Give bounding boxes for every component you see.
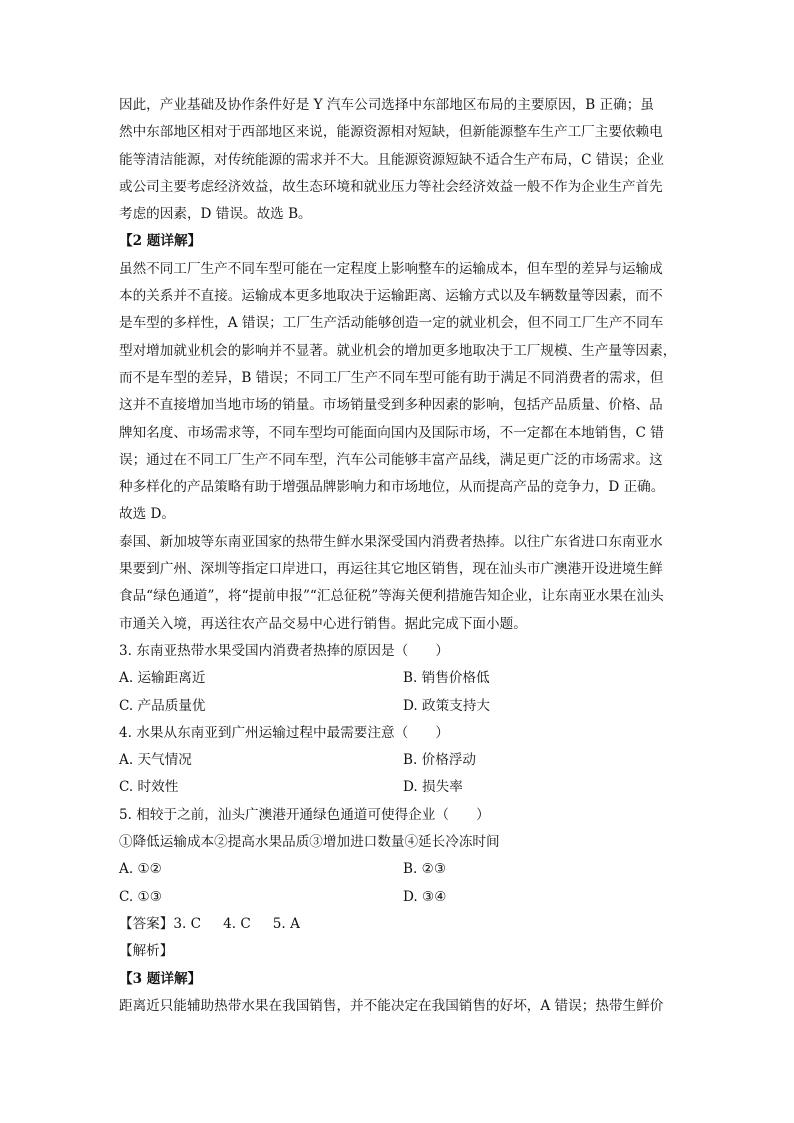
option-c: C. ①③	[119, 888, 162, 905]
option-row	[119, 665, 687, 692]
answer-line	[119, 911, 687, 938]
text-line: 考虑的因素，D 错误。故选 B。	[119, 206, 312, 223]
text-line: 种多样化的产品策略有助于增强品牌影响力和市场地位，从而提高产品的竞争力，D 正确。	[119, 479, 665, 496]
question-stem: 5. 相较于之前，汕头广澳港开通绿色通道可使得企业（ ）	[119, 806, 490, 823]
answer-q3: 3. C	[173, 915, 202, 932]
text-line: 误；通过在不同工厂生产不同车型，汽车公司能够丰富产品线，满足更广泛的市场需求。这	[119, 451, 663, 468]
text-line: 能等清洁能源，对传统能源的需求并不大。且能源资源短缺不适合生产布局，C 错误；企业	[119, 151, 664, 168]
explanation-q1	[119, 92, 687, 228]
text-line: 虽然不同工厂生产不同车型可能在一定程度上影响整车的运输成本，但车型的差异与运输成	[119, 260, 663, 277]
question-4	[119, 720, 687, 802]
option-c: C. 产品质量优	[119, 697, 206, 714]
text-line: 牌知名度、市场需求等，不同车型均可能面向国内及国际市场，不一定都在本地销售，C 错	[119, 424, 664, 441]
text-line: 距离近只能辅助热带水果在我国销售，并不能决定在我国销售的好坏，A 错误；热带生鲜价	[119, 997, 664, 1014]
reading-passage	[119, 529, 687, 638]
option-row	[119, 747, 687, 774]
explanation-q2	[119, 256, 687, 529]
option-d: D. ③④	[403, 888, 447, 905]
option-row	[119, 856, 687, 883]
text-line: 食品“绿色通道”，将“提前申报”“汇总征税”等海关便利措施告知企业，让东南亚水果在汕头	[119, 588, 664, 605]
text-line: 本的关系并不直接。运输成本更多地取决于运输距离、运输方式以及车辆数量等因素，而不	[119, 288, 663, 305]
heading-q3-detail: 【3 题详解】	[119, 970, 202, 987]
option-b: B. 价格浮动	[403, 752, 477, 769]
text-line: 这并不直接增加当地市场的销量。市场销量受到多种因素的影响，包括产品质量、价格、品	[119, 397, 663, 414]
document-page	[119, 92, 687, 1020]
option-row	[119, 693, 687, 720]
text-line: 市通关入境，再送往农产品交易中心进行销售。据此完成下面小题。	[119, 615, 527, 632]
text-line: 或公司主要考虑经济效益，故生态环境和就业压力等社会经济效益一般不作为企业生产首先	[119, 178, 663, 195]
heading-analysis: 【解析】	[119, 943, 174, 960]
text-line: 而不是车型的差异，B 错误；不同工厂生产不同车型可能有助于满足不同消费者的需求，但	[119, 369, 664, 386]
heading-q2-detail: 【2 题详解】	[119, 233, 202, 250]
option-d: D. 损失率	[403, 779, 463, 796]
question-stem: 4. 水果从东南亚到广州运输过程中最需要注意（ ）	[119, 724, 449, 741]
option-c: C. 时效性	[119, 779, 179, 796]
option-a: A. ①②	[119, 861, 162, 878]
option-a: A. 天气情况	[119, 752, 192, 769]
text-line: 因此，产业基础及协作条件好是 Y 汽车公司选择中东部地区布局的主要原因，B 正确；虽	[119, 97, 654, 113]
option-a: A. 运输距离近	[119, 670, 206, 687]
option-row	[119, 774, 687, 801]
option-b: B. ②③	[403, 861, 447, 878]
text-line: 果要到广州、深圳等指定口岸进口，再运往其它地区销售，现在汕头市广澳港开设进境生鲜	[119, 561, 663, 578]
question-5	[119, 802, 687, 911]
text-line: 泰国、新加坡等东南亚国家的热带生鲜水果深受国内消费者热捧。以往广东省进口东南亚水	[119, 533, 663, 550]
option-row	[119, 884, 687, 911]
answer-label: 【答案】	[119, 915, 174, 932]
text-line: 型对增加就业机会的影响并不显著。就业机会的增加更多地取决于工厂规模、生产量等因素，	[119, 342, 677, 359]
question-statements: ①降低运输成本②提高水果品质③增加进口数量④延长冷冻时间	[119, 834, 500, 851]
explanation-q3	[119, 993, 687, 1020]
option-b: B. 销售价格低	[403, 670, 490, 687]
answer-q5: 5. A	[272, 915, 300, 932]
text-line: 是车型的多样性，A 错误；工厂生产活动能够创造一定的就业机会，但不同工厂生产不同车	[119, 315, 664, 332]
option-d: D. 政策支持大	[403, 697, 491, 714]
text-line: 故选 D。	[119, 506, 176, 523]
text-line: 然中东部地区相对于西部地区来说，能源资源相对短缺，但新能源整车生产工厂主要依赖电	[119, 124, 663, 141]
answer-q4: 4. C	[223, 915, 251, 932]
question-stem: 3. 东南亚热带水果受国内消费者热捧的原因是（ ）	[119, 642, 449, 659]
question-3	[119, 638, 687, 720]
